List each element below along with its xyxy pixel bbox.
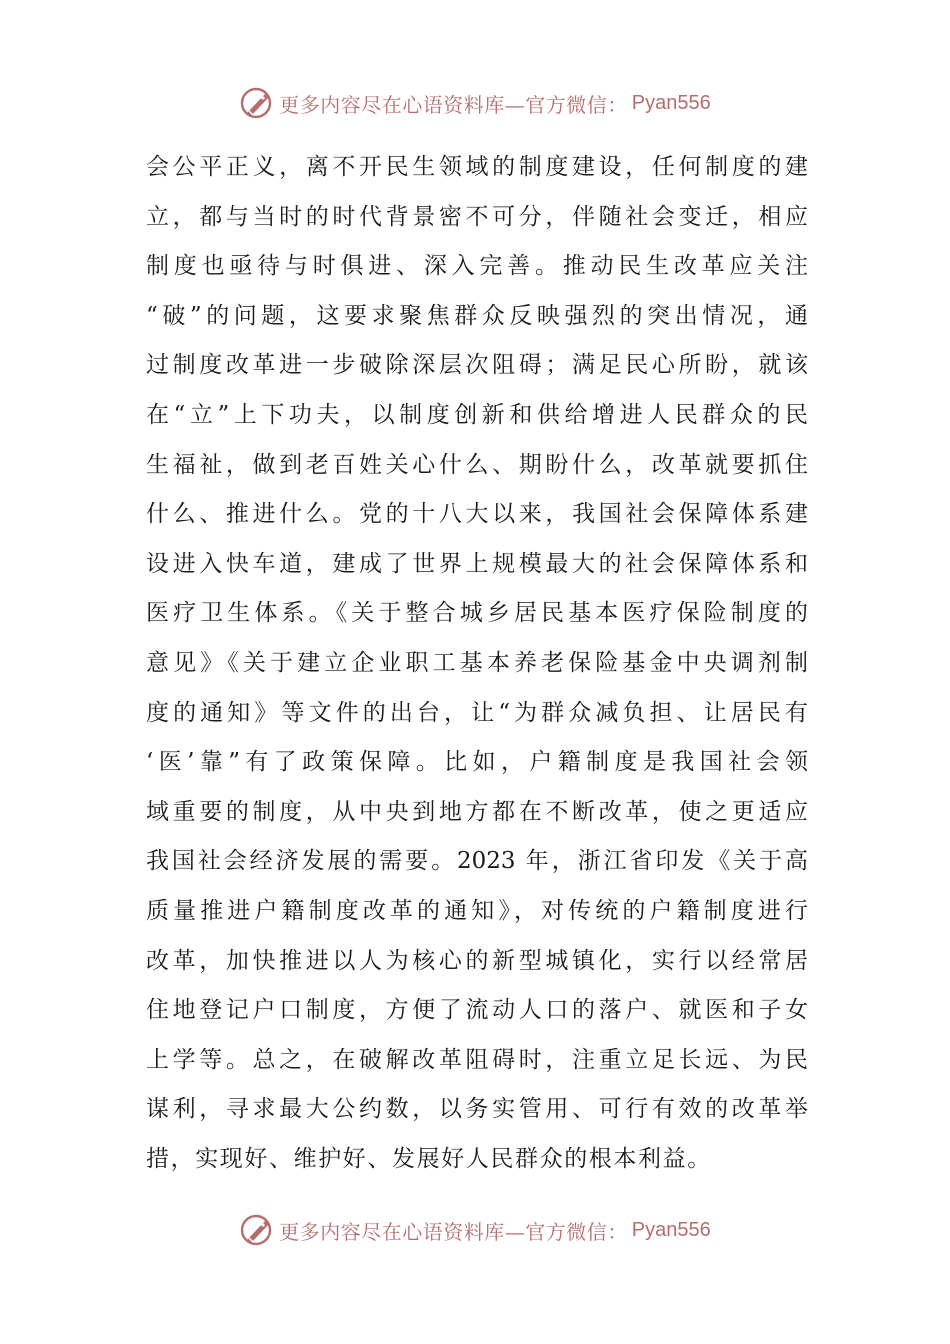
text-line: 意见》《关于建立企业职工基本养老保险基金中央调剂制 xyxy=(146,649,808,676)
pen-logo-icon xyxy=(239,85,275,121)
text-line: 在“立”上下功夫，以制度创新和供给增进人民群众的民 xyxy=(146,401,808,428)
text-line: 域重要的制度，从中央到地方都在不断改革，使之更适应 xyxy=(146,798,808,825)
pen-logo-icon xyxy=(239,1212,275,1248)
text-line: 会公平正义，离不开民生领域的制度建设，任何制度的建 xyxy=(146,154,808,180)
text-line: 谋利，寻求最大公约数，以务实管用、可行有效的改革举 xyxy=(146,1096,808,1123)
text-line: 制度也亟待与时俱进、深入完善。推动民生改革应关注 xyxy=(146,253,808,280)
text-line: 住地登记户口制度，方便了流动人口的落户、就医和子女 xyxy=(146,997,808,1024)
text-line: 质量推进户籍制度改革的通知》，对传统的户籍制度进行 xyxy=(146,897,808,924)
text-line: 措，实现好、维护好、发展好人民群众的根本利益。 xyxy=(146,1145,712,1172)
text-line: ‘医’靠”有了政策保障。比如，户籍制度是我国社会领 xyxy=(146,749,808,776)
text-line: 上学等。总之，在破解改革阻碍时，注重立足长远、为民 xyxy=(146,1046,808,1073)
article-body xyxy=(146,143,808,1184)
text-line: 什么、推进什么。党的十八大以来，我国社会保障体系建 xyxy=(146,501,808,528)
text-line: 生福祉，做到老百姓关心什么、期盼什么，改革就要抓住 xyxy=(146,451,808,478)
wechat-id: Pyan556 xyxy=(631,1218,711,1241)
text-line: 我国社会经济发展的需要。2023 年，浙江省印发《关于高 xyxy=(146,848,808,875)
header-banner xyxy=(0,83,950,123)
text-line: 设进入快车道，建成了世界上规模最大的社会保障体系和 xyxy=(146,550,808,577)
text-line: 医疗卫生体系。《关于整合城乡居民基本医疗保险制度的 xyxy=(146,600,808,627)
text-line: 立，都与当时的时代背景密不可分，伴随社会变迁，相应 xyxy=(146,203,808,230)
text-line: “破”的问题，这要求聚焦群众反映强烈的突出情况，通 xyxy=(146,302,808,329)
banner-text: 更多内容尽在心语资料库—官方微信： xyxy=(279,1219,628,1244)
text-line: 过制度改革进一步破除深层次阻碍；满足民心所盼，就该 xyxy=(146,352,808,379)
text-line: 度的通知》等文件的出台，让“为群众减负担、让居民有 xyxy=(146,699,808,726)
banner-text: 更多内容尽在心语资料库—官方微信： xyxy=(279,92,628,117)
footer-banner xyxy=(0,1210,950,1250)
text-line: 改革，加快推进以人为核心的新型城镇化，实行以经常居 xyxy=(146,947,808,974)
wechat-id: Pyan556 xyxy=(631,91,711,114)
